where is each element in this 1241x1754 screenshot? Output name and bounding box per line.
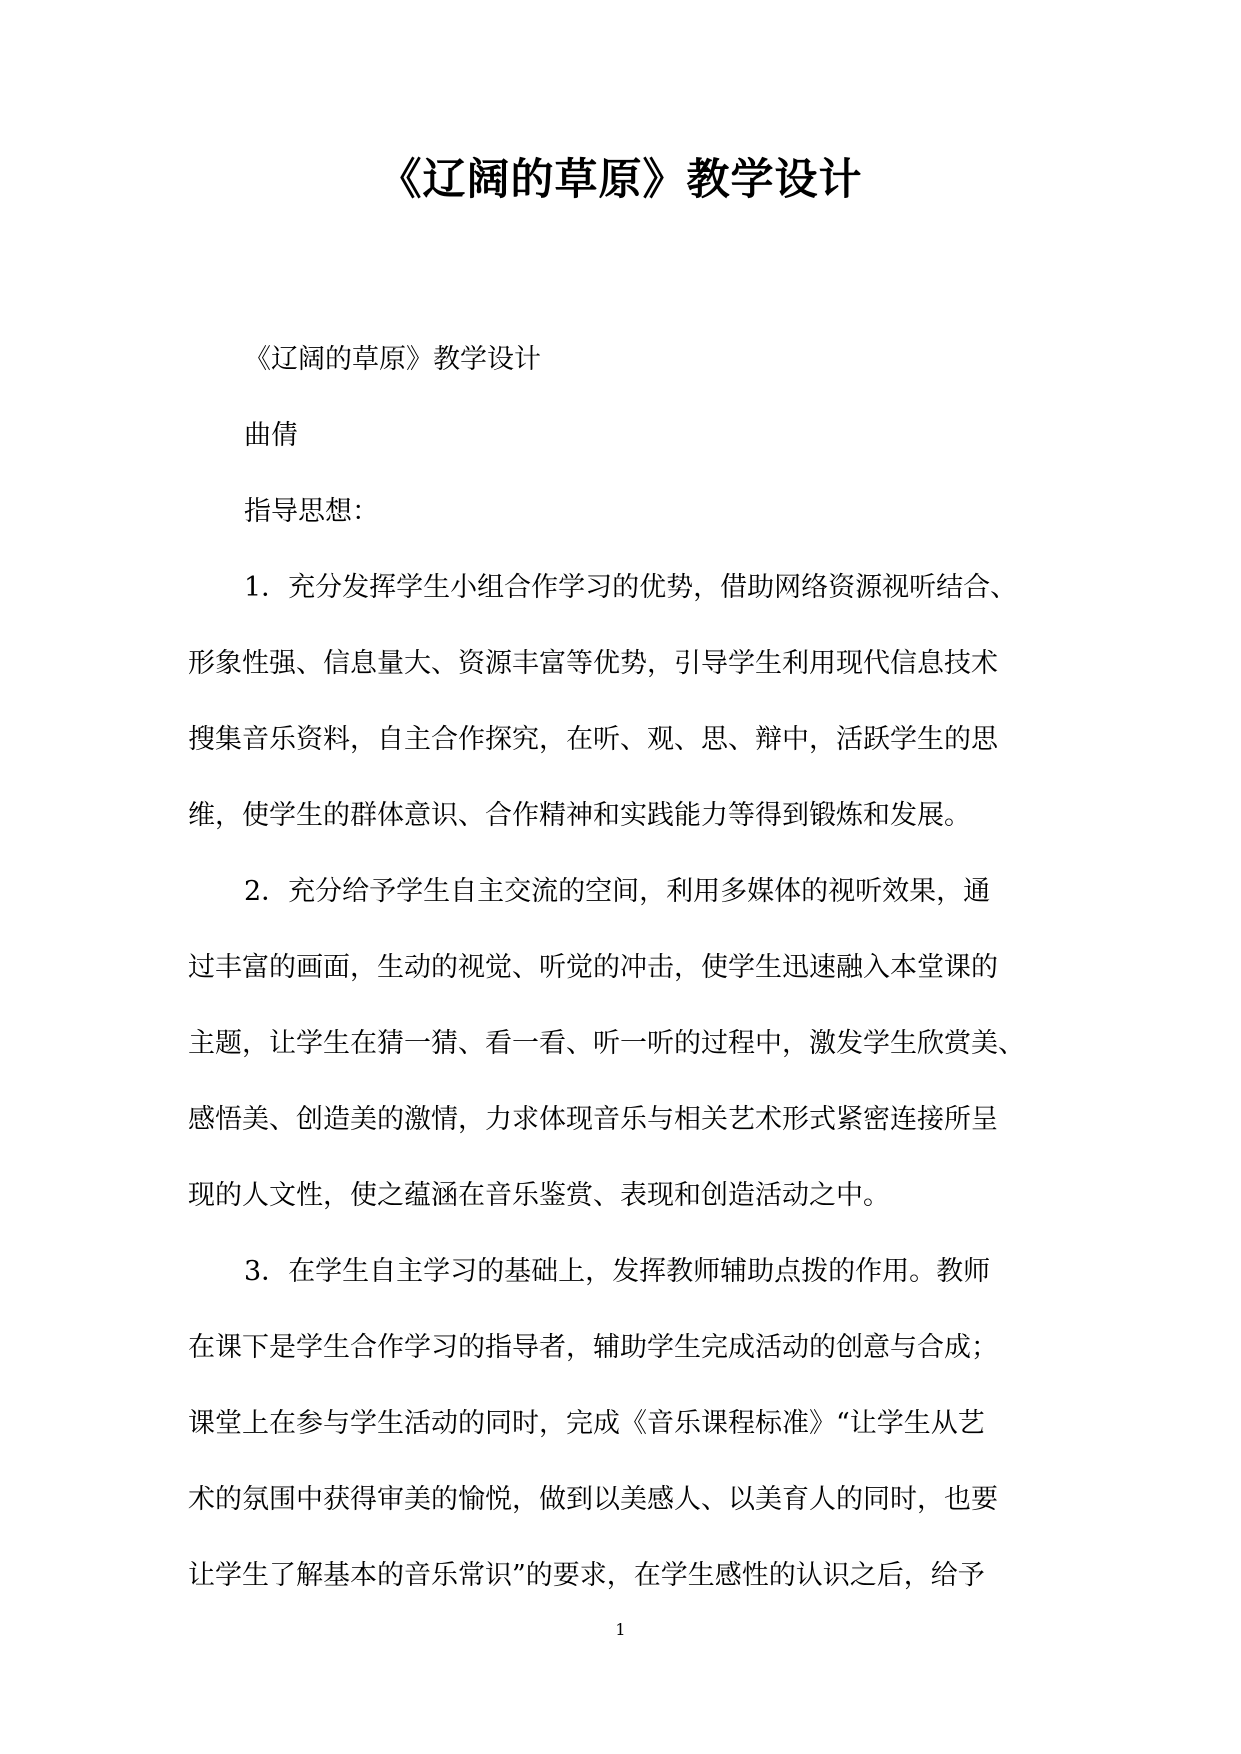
paragraph-line: 1．充分发挥学生小组合作学习的优势，借助网络资源视听结合、 (244, 572, 1018, 603)
paragraph-line: 感悟美、创造美的激情，力求体现音乐与相关艺术形式紧密连接所呈 (188, 1104, 998, 1135)
paragraph-line: 现的人文性，使之蕴涵在音乐鉴赏、表现和创造活动之中。 (188, 1180, 890, 1211)
paragraph-line: 主题，让学生在猜一猜、看一看、听一听的过程中，激发学生欣赏美、 (188, 1028, 1025, 1059)
paragraph-line: 形象性强、信息量大、资源丰富等优势，引导学生利用现代信息技术 (188, 648, 998, 679)
paragraph-line: 术的氛围中获得审美的愉悦，做到以美感人、以美育人的同时，也要 (188, 1484, 998, 1515)
paragraph-line: 维，使学生的群体意识、合作精神和实践能力等得到锻炼和发展。 (188, 800, 971, 831)
paragraph-line: 过丰富的画面，生动的视觉、听觉的冲击，使学生迅速融入本堂课的 (188, 952, 998, 983)
paragraph-line: 搜集音乐资料，自主合作探究，在听、观、思、辩中，活跃学生的思 (188, 724, 998, 755)
author-line: 曲倩 (244, 420, 298, 451)
paragraph-line: 3．在学生自主学习的基础上，发挥教师辅助点拨的作用。教师 (244, 1256, 991, 1287)
document-body (188, 322, 1058, 1614)
paragraph-line: 让学生了解基本的音乐常识”的要求，在学生感性的认识之后，给予 (188, 1560, 985, 1591)
page-number: 1 (615, 1620, 626, 1639)
document-title: 《辽阔的草原》教学设计 (378, 155, 863, 205)
paragraph-line: 课堂上在参与学生活动的同时，完成《音乐课程标准》“让学生从艺 (188, 1408, 985, 1439)
subtitle-line: 《辽阔的草原》教学设计 (244, 344, 541, 375)
paragraph-line: 2．充分给予学生自主交流的空间，利用多媒体的视听效果，通 (244, 876, 991, 907)
paragraph-line: 在课下是学生合作学习的指导者，辅助学生完成活动的创意与合成； (188, 1332, 998, 1363)
section-heading: 指导思想： (244, 496, 379, 527)
